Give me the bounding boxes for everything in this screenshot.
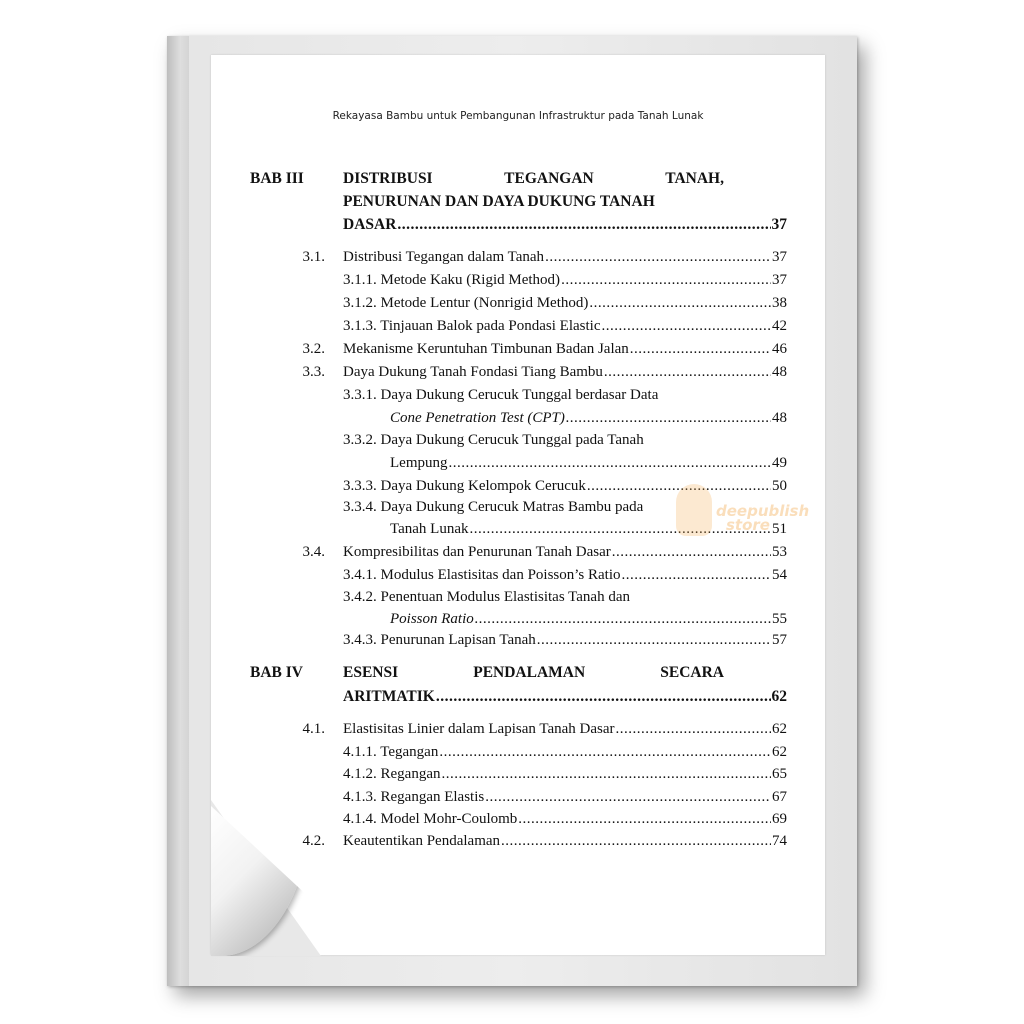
entry-text: Tanah Lunak — [390, 521, 469, 537]
section-number: 4.2. — [302, 833, 325, 849]
page-number: 62 — [771, 688, 787, 705]
dot-leader — [612, 544, 771, 561]
page-number: 69 — [772, 811, 787, 827]
page-number: 38 — [772, 295, 787, 311]
page-number: 48 — [772, 410, 787, 426]
chapter-title-line-1 — [343, 664, 783, 682]
dot-leader — [501, 833, 771, 850]
chapter-title-end: DASAR — [343, 216, 397, 233]
entry-text: 3.4.1. Modulus Elastisitas dan Poisson’s Ratio — [343, 567, 621, 583]
page-number: 37 — [771, 216, 787, 233]
entry-text: Distribusi Tegangan dalam Tanah — [343, 249, 545, 265]
dot-leader — [397, 216, 770, 234]
dot-leader — [537, 632, 771, 649]
page-number: 53 — [772, 544, 787, 560]
page-number: 51 — [772, 521, 787, 537]
dot-leader — [439, 744, 771, 761]
entry-text: Daya Dukung Tanah Fondasi Tiang Bambu — [343, 364, 603, 380]
page-number: 50 — [772, 478, 787, 494]
page-number: 37 — [772, 272, 787, 288]
dot-leader — [601, 318, 771, 335]
dot-leader — [518, 811, 771, 828]
page-number: 74 — [772, 833, 787, 849]
chapter-title-word: SECARA — [660, 664, 724, 681]
chapter-title-end: ARITMATIK — [343, 688, 435, 705]
page-number: 62 — [772, 721, 787, 737]
entry-text: Kompresibilitas dan Penurunan Tanah Dasar — [343, 544, 611, 560]
toc-entry — [343, 318, 787, 335]
dot-leader — [441, 766, 771, 783]
page-number: 37 — [772, 249, 787, 265]
dot-leader — [622, 567, 771, 584]
toc-entry — [343, 364, 787, 381]
page-number: 42 — [772, 318, 787, 334]
page-number: 49 — [772, 455, 787, 471]
toc-entry — [390, 410, 787, 427]
entry-text: 3.3.1. Daya Dukung Cerucuk Tunggal berdasar Data — [343, 387, 659, 403]
chapter-title-word: PENDALAMAN — [473, 664, 586, 681]
dot-leader — [436, 688, 771, 706]
entry-text: Keautentikan Pendalaman — [343, 833, 501, 849]
dot-leader — [616, 721, 771, 738]
page-number: 54 — [772, 567, 787, 583]
entry-text: 3.3.3. Daya Dukung Kelompok Cerucuk — [343, 478, 586, 494]
toc-entry — [343, 721, 787, 738]
dot-leader — [545, 249, 771, 266]
toc-entry — [343, 272, 787, 289]
entry-text: 3.3.2. Daya Dukung Cerucuk Tunggal pada Tanah — [343, 432, 644, 448]
page-number: 55 — [772, 611, 787, 627]
entry-text: 3.3.4. Daya Dukung Cerucuk Matras Bambu pada — [343, 499, 644, 515]
chapter-title-line-2 — [343, 688, 787, 706]
page-number: 65 — [772, 766, 787, 782]
entry-text: 3.1.1. Metode Kaku (Rigid Method) — [343, 272, 561, 288]
page-number: 46 — [772, 341, 787, 357]
chapter-title-word: ESENSI — [343, 664, 399, 681]
entry-text: 4.1.3. Regangan Elastis — [343, 789, 485, 805]
chapter-title-word: TEGANGAN — [504, 170, 594, 187]
entry-text: 3.1.3. Tinjauan Balok pada Pondasi Elastic — [343, 318, 601, 334]
entry-text: Lempung — [390, 455, 448, 471]
chapter-title-word: TANAH, — [665, 170, 724, 187]
chapter-title-line-3 — [343, 216, 787, 234]
toc-entry — [343, 789, 787, 806]
entry-text: 4.1.1. Tegangan — [343, 744, 439, 760]
chapter-title-line-1 — [343, 170, 783, 188]
chapter-label-bab-iv: BAB IV — [250, 664, 303, 681]
chapter-title-line-2: PENURUNAN DAN DAYA DUKUNG TANAH — [343, 193, 655, 210]
entry-text: 4.1.4. Model Mohr-Coulomb — [343, 811, 518, 827]
entry-text: 3.4.3. Penurunan Lapisan Tanah — [343, 632, 536, 648]
page-number: 48 — [772, 364, 787, 380]
page-number: 62 — [772, 744, 787, 760]
page-number: 67 — [772, 789, 787, 805]
entry-text: Mekanisme Keruntuhan Timbunan Badan Jalan — [343, 341, 629, 357]
section-number: 4.1. — [302, 721, 325, 737]
entry-text: 3.1.2. Metode Lentur (Nonrigid Method) — [343, 295, 589, 311]
chapter-title-word: DISTRIBUSI — [343, 170, 433, 187]
dot-leader — [449, 455, 772, 472]
watermark — [676, 482, 816, 542]
toc-entry — [343, 341, 787, 358]
running-head: Rekayasa Bambu untuk Pembangunan Infrastruktur pada Tanah Lunak — [332, 110, 704, 122]
dot-leader — [475, 611, 771, 628]
toc-entry — [343, 567, 787, 584]
chapter-label-bab-iii: BAB III — [250, 170, 304, 187]
page-number: 57 — [772, 632, 787, 648]
toc-entry — [390, 455, 787, 472]
toc-entry — [343, 249, 787, 266]
dot-leader — [566, 410, 771, 427]
entry-text: Poisson Ratio — [390, 611, 474, 627]
dot-leader — [561, 272, 771, 289]
toc-entry — [343, 295, 787, 312]
toc-entry — [343, 811, 787, 828]
section-number: 3.4. — [302, 544, 325, 560]
book-spine-edge — [167, 36, 189, 986]
dot-leader — [630, 341, 771, 358]
watermark-text: deepublish — [716, 502, 810, 520]
entry-text: Elastisitas Linier dalam Lapisan Tanah Dasar — [343, 721, 615, 737]
dot-leader — [589, 295, 771, 312]
entry-text: Cone Penetration Test (CPT) — [390, 410, 565, 426]
toc-entry — [343, 766, 787, 783]
toc-entry — [343, 833, 787, 850]
section-number: 3.2. — [302, 341, 325, 357]
entry-text: 3.4.2. Penentuan Modulus Elastisitas Tanah dan — [343, 589, 630, 605]
section-number: 3.3. — [302, 364, 325, 380]
dot-leader — [604, 364, 771, 381]
dot-leader — [485, 789, 771, 806]
watermark-text: store — [726, 516, 770, 534]
entry-text: 4.1.2. Regangan — [343, 766, 441, 782]
toc-entry — [343, 632, 787, 649]
toc-entry — [390, 611, 787, 628]
toc-entry — [343, 744, 787, 761]
toc-entry — [343, 544, 787, 561]
section-number: 3.1. — [302, 249, 325, 265]
